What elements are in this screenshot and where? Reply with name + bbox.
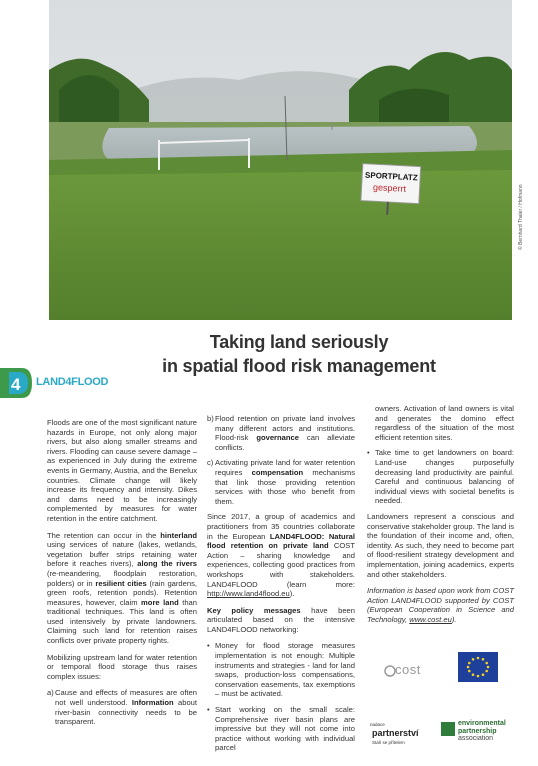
list-item-a: a) Cause and effects of measures are often not well understood. Information about river-basin connectivity needs to be transparent.: [47, 688, 197, 727]
bullet-continuation: owners. Activation of land owners is vital and generates the domino effect regardless of the situation of the most efficient retention sites.: [375, 404, 514, 442]
nadace-label: nadace: [370, 722, 385, 727]
paragraph-acknowledgement: Information is based upon work from COST Action LAND4FLOOD supported by COST (European Cooperation in Science and Technology, www.cost.eu).: [367, 586, 514, 624]
bullet-time: • Take time to get landowners on board: Land-use changes purposefully decreasing land productivity are painful. Careful and continuous balancing of individual views with societal benefits is needed.: [367, 448, 514, 506]
epa-logo-text: environmental partnership association: [458, 720, 506, 742]
flooded-field-photo: [49, 0, 512, 320]
paragraph-landowners: Landowners represent a conscious and conservative stakeholder group. The land is the foundation of their income and, often, identity. As such, they need to become part of flood-resilient strategy development and implementation, joining academics, experts and other stakeholders.: [367, 511, 514, 579]
logo-text: LAND4FLOOD: [36, 376, 109, 388]
cost-link[interactable]: www.cost.eu: [409, 614, 452, 624]
eu-flag-icon: [458, 652, 498, 682]
land4flood-link[interactable]: http://www.land4flood.eu: [207, 589, 290, 599]
photo-credit: © Bernhard Thaler / Hofmann: [518, 184, 524, 250]
sign-line-1: SPORTPLATZ: [364, 170, 418, 183]
sign-line-2: gesperrt: [372, 182, 407, 194]
title-line-1: Taking land seriously: [209, 332, 389, 352]
column-1: [47, 418, 197, 733]
partnerstvi-subtitle: Staň se přítelem: [372, 740, 405, 745]
column-3: [367, 404, 514, 631]
paragraph: Mobilizing upstream land for water retention or temporal flood storage thus raises complex issues:: [47, 652, 197, 681]
list-item-b: b) Flood retention on private land involves many different actors and institutions. Flood-risk governance can alleviate conflicts.: [207, 414, 355, 452]
paragraph-retention: The retention can occur in the hinterland using services of nature (lakes, wetlands, vegetation buffer strips retaining water before it reaches rivers), along the rivers (re-meandering, floodplain restoration, polders) or in resilient cities (rain gardens, green roofs, retention ponds). Retention measures, however, claim more land than traditional techniques. This land is often used intensively by private landowners. Claiming such land for retention raises conflicts over private property rights.: [47, 530, 197, 646]
partnerstvi-logo: partnerství: [372, 728, 419, 738]
list-item-c: c) Activating private land for water retention requires compensation mechanisms that link those providing retention services with those who benefit from them.: [207, 458, 356, 506]
cost-logo-text: cost: [395, 662, 421, 677]
bullet-small-scale: • Start working on the small scale: Comprehensive river basin plans are impressive but they will not come into practice without working with individual parcel: [207, 705, 355, 753]
svg-text:4: 4: [11, 375, 21, 394]
epa-logo-icon: [441, 722, 455, 736]
paragraph: Floods are one of the most significant nature hazards in Europe, not only along major rivers, but also along smaller streams and rivers. Flooding can cause severe damage – as experienced in July during the extreme events in Germany, Austria, and the Benelux countries. Climate change will likely increase its frequency and intensity. Dikes and dams need to be increasingly complemented by measures for water retention in the entire catchment.: [47, 418, 197, 523]
column-2: [207, 414, 355, 759]
paragraph-key-messages: Key policy messages have been articulated based on the intensive LAND4FLOOD networking:: [207, 605, 355, 634]
paragraph-action: Since 2017, a group of academics and practitioners from 35 countries collaborate in the European LAND4FLOOD: Natural flood retention on private land COST Action – sharing knowledge and experiences, collecting good practices from workshops with stakeholders. LAND4FLOOD (learn more: http://www.land4flood.eu).: [207, 512, 355, 599]
bullet-money: • Money for flood storage measures implementation is not enough: Multiple instruments and strategies - land for land swaps, production-loss compensations, conservation easements, tax exemptions – must be activated.: [207, 641, 355, 699]
title-line-2: in spatial flood risk management: [162, 356, 436, 376]
